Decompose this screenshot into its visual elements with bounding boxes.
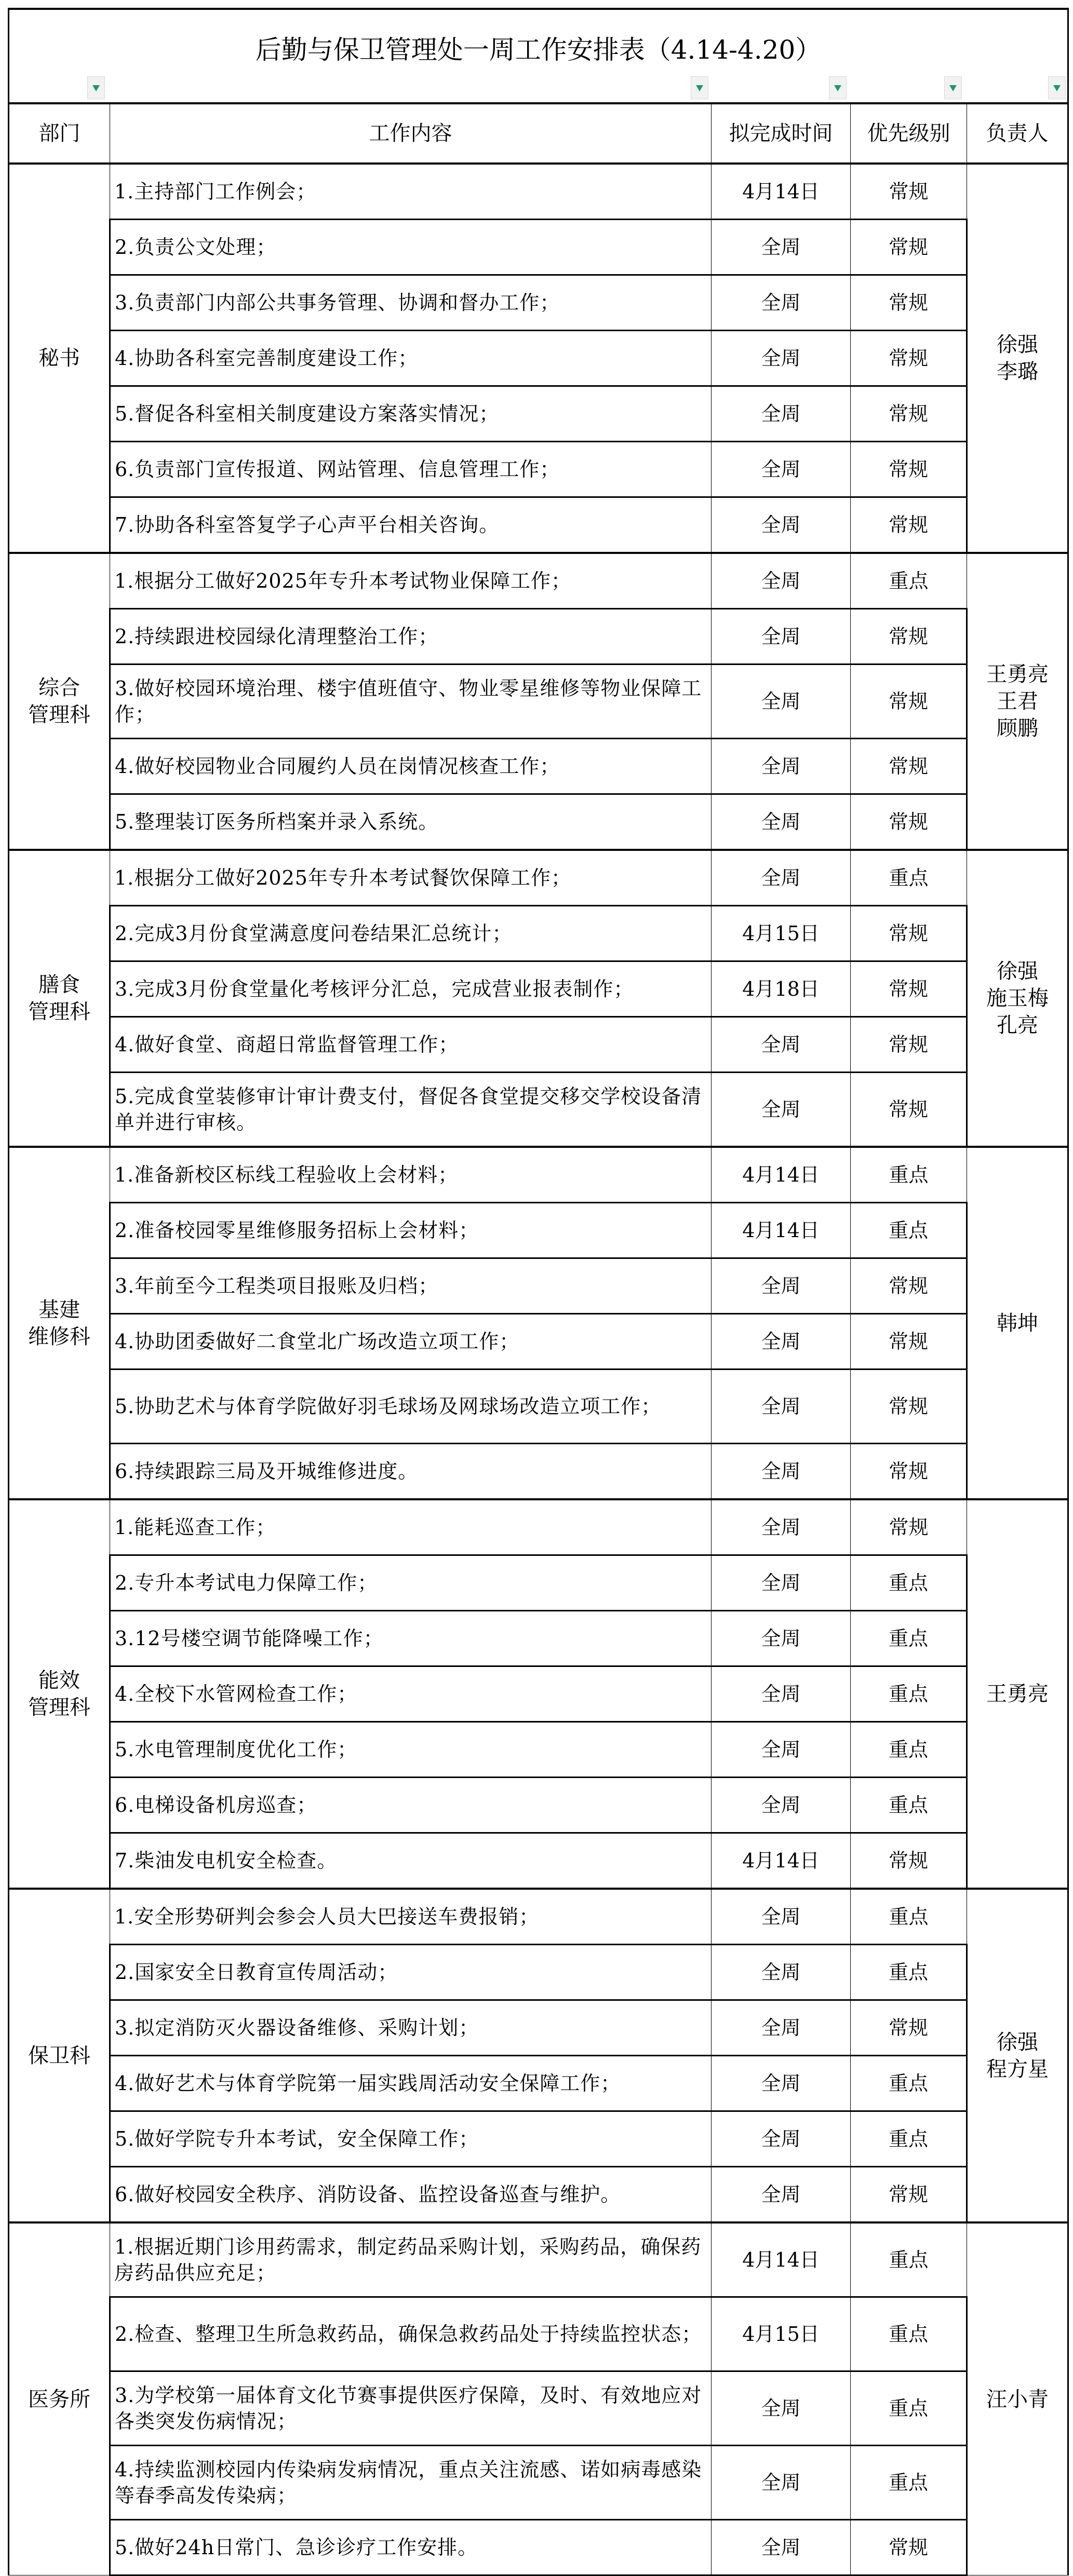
priority-level: 常规	[851, 906, 967, 961]
department-cell: 膳食 管理科	[9, 850, 110, 1147]
completion-time: 全周	[712, 331, 851, 386]
task-content: 1.安全形势研判会参会人员大巴接送车费报销；	[110, 1889, 712, 1945]
table-row	[9, 1370, 1068, 1444]
priority-level: 常规	[851, 2167, 967, 2223]
completion-time: 全周	[712, 2520, 851, 2575]
completion-time: 全周	[712, 1889, 851, 1945]
table-row	[9, 2000, 1068, 2056]
task-content: 1.根据分工做好2025年专升本考试物业保障工作；	[110, 553, 712, 609]
task-content: 5.完成食堂装修审计审计费支付，督促各食堂提交移交学校设备清单并进行审核。	[110, 1073, 712, 1147]
work-schedule-sheet	[8, 8, 1067, 2576]
header-dept: 部门	[9, 103, 110, 164]
task-content: 4.持续监测校园内传染病发病情况，重点关注流感、诺如病毒感染等春季高发传染病；	[110, 2446, 712, 2520]
table-row	[9, 2056, 1068, 2111]
table-row	[9, 1444, 1068, 1500]
filter-dropdown-icon[interactable]	[829, 76, 847, 99]
completion-time: 全周	[712, 220, 851, 275]
table-row	[9, 2446, 1068, 2520]
task-content: 3.完成3月份食堂量化考核评分汇总，完成营业报表制作；	[110, 961, 712, 1017]
sheet-title: 后勤与保卫管理处一周工作安排表（4.14-4.20）	[255, 35, 822, 65]
priority-level: 常规	[851, 1370, 967, 1444]
completion-time: 4月14日	[712, 1147, 851, 1203]
task-content: 6.负责部门宣传报道、网站管理、信息管理工作；	[110, 442, 712, 497]
table-row	[9, 331, 1068, 386]
priority-level: 重点	[851, 2056, 967, 2111]
task-content: 2.负责公文处理；	[110, 220, 712, 275]
responsible-person: 徐强 施玉梅 孔亮	[967, 850, 1068, 1147]
task-content: 5.水电管理制度优化工作；	[110, 1722, 712, 1778]
task-content: 7.柴油发电机安全检查。	[110, 1833, 712, 1889]
responsible-person: 徐强 李璐	[967, 164, 1068, 553]
completion-time: 全周	[712, 1778, 851, 1833]
priority-level: 常规	[851, 164, 967, 220]
responsible-person: 汪小青	[967, 2222, 1068, 2575]
table-row	[9, 2111, 1068, 2167]
completion-time: 全周	[712, 2371, 851, 2446]
priority-level: 重点	[851, 2222, 967, 2297]
priority-level: 重点	[851, 2111, 967, 2167]
table-row	[9, 794, 1068, 850]
completion-time: 全周	[712, 442, 851, 497]
completion-time: 全周	[712, 1444, 851, 1500]
task-content: 1.根据分工做好2025年专升本考试餐饮保障工作；	[110, 850, 712, 906]
table-row	[9, 1666, 1068, 1722]
completion-time: 全周	[712, 1073, 851, 1147]
filter-dropdown-icon[interactable]	[691, 76, 708, 99]
priority-level: 重点	[851, 1611, 967, 1666]
task-content: 1.能耗巡查工作；	[110, 1499, 712, 1555]
completion-time: 全周	[712, 1611, 851, 1666]
filter-dropdown-icon[interactable]	[87, 76, 105, 99]
completion-time: 全周	[712, 2167, 851, 2223]
completion-time: 全周	[712, 2446, 851, 2520]
task-content: 3.负责部门内部公共事务管理、协调和督办工作；	[110, 275, 712, 331]
priority-level: 重点	[851, 1889, 967, 1945]
task-content: 6.持续跟踪三局及开城维修进度。	[110, 1444, 712, 1500]
completion-time: 4月14日	[712, 164, 851, 220]
task-content: 5.协助艺术与体育学院做好羽毛球场及网球场改造立项工作；	[110, 1370, 712, 1444]
priority-level: 常规	[851, 739, 967, 794]
filter-dropdown-icon[interactable]	[944, 76, 962, 99]
filter-dropdown-icon[interactable]	[1048, 76, 1066, 99]
task-content: 3.拟定消防灭火器设备维修、采购计划；	[110, 2000, 712, 2056]
responsible-person: 韩坤	[967, 1147, 1068, 1499]
task-content: 4.做好校园物业合同履约人员在岗情况核查工作；	[110, 739, 712, 794]
table-row	[9, 1778, 1068, 1833]
department-cell: 保卫科	[9, 1889, 110, 2222]
priority-level: 常规	[851, 386, 967, 442]
table-row	[9, 739, 1068, 794]
task-content: 6.做好校园安全秩序、消防设备、监控设备巡查与维护。	[110, 2167, 712, 2223]
title-row	[9, 9, 1068, 103]
table-row	[9, 2167, 1068, 2223]
priority-level: 常规	[851, 1017, 967, 1073]
table-row	[9, 906, 1068, 961]
task-content: 3.年前至今工程类项目报账及归档；	[110, 1258, 712, 1314]
priority-level: 常规	[851, 2000, 967, 2056]
priority-level: 常规	[851, 961, 967, 1017]
task-content: 2.持续跟进校园绿化清理整治工作；	[110, 609, 712, 665]
task-content: 4.协助团委做好二食堂北广场改造立项工作；	[110, 1314, 712, 1370]
priority-level: 常规	[851, 609, 967, 665]
table-row	[9, 442, 1068, 497]
completion-time: 全周	[712, 553, 851, 609]
priority-level: 常规	[851, 442, 967, 497]
completion-time: 全周	[712, 275, 851, 331]
completion-time: 全周	[712, 386, 851, 442]
table-row	[9, 1147, 1068, 1203]
completion-time: 全周	[712, 739, 851, 794]
completion-time: 全周	[712, 1017, 851, 1073]
task-content: 1.主持部门工作例会；	[110, 164, 712, 220]
department-cell: 基建 维修科	[9, 1147, 110, 1499]
completion-time: 全周	[712, 1666, 851, 1722]
priority-level: 重点	[851, 553, 967, 609]
table-row	[9, 1258, 1068, 1314]
priority-level: 重点	[851, 2371, 967, 2446]
header-person: 负责人	[967, 103, 1068, 164]
completion-time: 全周	[712, 794, 851, 850]
table-row	[9, 1017, 1068, 1073]
completion-time: 全周	[712, 665, 851, 739]
priority-level: 常规	[851, 497, 967, 553]
completion-time: 全周	[712, 1722, 851, 1778]
table-row	[9, 1555, 1068, 1611]
task-content: 4.做好食堂、商超日常监督管理工作；	[110, 1017, 712, 1073]
department-cell: 能效 管理科	[9, 1499, 110, 1889]
completion-time: 4月18日	[712, 961, 851, 1017]
completion-time: 全周	[712, 1499, 851, 1555]
responsible-person: 徐强 程方星	[967, 1889, 1068, 2222]
task-content: 5.督促各科室相关制度建设方案落实情况；	[110, 386, 712, 442]
header-time: 拟完成时间	[712, 103, 851, 164]
completion-time: 全周	[712, 1945, 851, 2000]
priority-level: 重点	[851, 850, 967, 906]
responsible-person: 王勇亮 王君 顾鹏	[967, 553, 1068, 850]
table-row	[9, 2520, 1068, 2575]
completion-time: 4月14日	[712, 1203, 851, 1258]
task-content: 4.协助各科室完善制度建设工作；	[110, 331, 712, 386]
completion-time: 全周	[712, 850, 851, 906]
priority-level: 常规	[851, 2520, 967, 2575]
department-cell: 秘书	[9, 164, 110, 553]
priority-level: 常规	[851, 1073, 967, 1147]
priority-level: 重点	[851, 1945, 967, 2000]
completion-time: 4月14日	[712, 1833, 851, 1889]
priority-level: 重点	[851, 2297, 967, 2371]
table-row	[9, 609, 1068, 665]
priority-level: 常规	[851, 665, 967, 739]
completion-time: 4月15日	[712, 2297, 851, 2371]
priority-level: 重点	[851, 1666, 967, 1722]
completion-time: 4月14日	[712, 2222, 851, 2297]
task-content: 2.专升本考试电力保障工作；	[110, 1555, 712, 1611]
task-content: 2.检查、整理卫生所急救药品，确保急救药品处于持续监控状态；	[110, 2297, 712, 2371]
table-row	[9, 1073, 1068, 1147]
completion-time: 全周	[712, 497, 851, 553]
header-content: 工作内容	[110, 103, 712, 164]
priority-level: 重点	[851, 1555, 967, 1611]
completion-time: 全周	[712, 1258, 851, 1314]
completion-time: 4月15日	[712, 906, 851, 961]
table-row	[9, 1889, 1068, 1945]
task-content: 5.做好24h日常门、急诊诊疗工作安排。	[110, 2520, 712, 2575]
responsible-person: 王勇亮	[967, 1499, 1068, 1889]
task-content: 4.做好艺术与体育学院第一届实践周活动安全保障工作；	[110, 2056, 712, 2111]
table-row	[9, 850, 1068, 906]
table-row	[9, 497, 1068, 553]
table-row	[9, 553, 1068, 609]
task-content: 3.为学校第一届体育文化节赛事提供医疗保障，及时、有效地应对各类突发伤病情况；	[110, 2371, 712, 2446]
task-content: 2.完成3月份食堂满意度问卷结果汇总统计；	[110, 906, 712, 961]
header-priority: 优先级别	[851, 103, 967, 164]
task-content: 5.做好学院专升本考试，安全保障工作；	[110, 2111, 712, 2167]
task-content: 3.做好校园环境治理、楼宇值班值守、物业零星维修等物业保障工作；	[110, 665, 712, 739]
completion-time: 全周	[712, 1370, 851, 1444]
priority-level: 常规	[851, 794, 967, 850]
priority-level: 重点	[851, 1147, 967, 1203]
department-cell: 综合 管理科	[9, 553, 110, 850]
priority-level: 常规	[851, 331, 967, 386]
table-row	[9, 220, 1068, 275]
priority-level: 常规	[851, 275, 967, 331]
task-content: 3.12号楼空调节能降噪工作；	[110, 1611, 712, 1666]
completion-time: 全周	[712, 2056, 851, 2111]
table-row	[9, 275, 1068, 331]
table-row	[9, 1499, 1068, 1555]
completion-time: 全周	[712, 1314, 851, 1370]
task-content: 1.准备新校区标线工程验收上会材料；	[110, 1147, 712, 1203]
table-row	[9, 1945, 1068, 2000]
table-row	[9, 2222, 1068, 2297]
priority-level: 常规	[851, 1258, 967, 1314]
priority-level: 常规	[851, 1444, 967, 1500]
completion-time: 全周	[712, 2000, 851, 2056]
priority-level: 常规	[851, 1833, 967, 1889]
task-content: 5.整理装订医务所档案并录入系统。	[110, 794, 712, 850]
table-row	[9, 1722, 1068, 1778]
table-row	[9, 1314, 1068, 1370]
completion-time: 全周	[712, 609, 851, 665]
schedule-body	[9, 164, 1068, 2575]
table-row	[9, 1611, 1068, 1666]
priority-level: 重点	[851, 1722, 967, 1778]
schedule-table	[8, 8, 1069, 2576]
task-content: 4.全校下水管网检查工作；	[110, 1666, 712, 1722]
priority-level: 重点	[851, 1203, 967, 1258]
table-row	[9, 961, 1068, 1017]
completion-time: 全周	[712, 1555, 851, 1611]
task-content: 1.根据近期门诊用药需求，制定药品采购计划，采购药品，确保药房药品供应充足；	[110, 2222, 712, 2297]
table-row	[9, 2297, 1068, 2371]
priority-level: 常规	[851, 1314, 967, 1370]
priority-level: 常规	[851, 1499, 967, 1555]
task-content: 6.电梯设备机房巡查；	[110, 1778, 712, 1833]
table-row	[9, 1833, 1068, 1889]
table-row	[9, 665, 1068, 739]
task-content: 2.准备校园零星维修服务招标上会材料；	[110, 1203, 712, 1258]
table-row	[9, 1203, 1068, 1258]
completion-time: 全周	[712, 2111, 851, 2167]
table-row	[9, 386, 1068, 442]
task-content: 7.协助各科室答复学子心声平台相关咨询。	[110, 497, 712, 553]
table-row	[9, 164, 1068, 220]
priority-level: 重点	[851, 2446, 967, 2520]
table-row	[9, 2371, 1068, 2446]
task-content: 2.国家安全日教育宣传周活动；	[110, 1945, 712, 2000]
priority-level: 重点	[851, 1778, 967, 1833]
department-cell: 医务所	[9, 2222, 110, 2575]
priority-level: 常规	[851, 220, 967, 275]
